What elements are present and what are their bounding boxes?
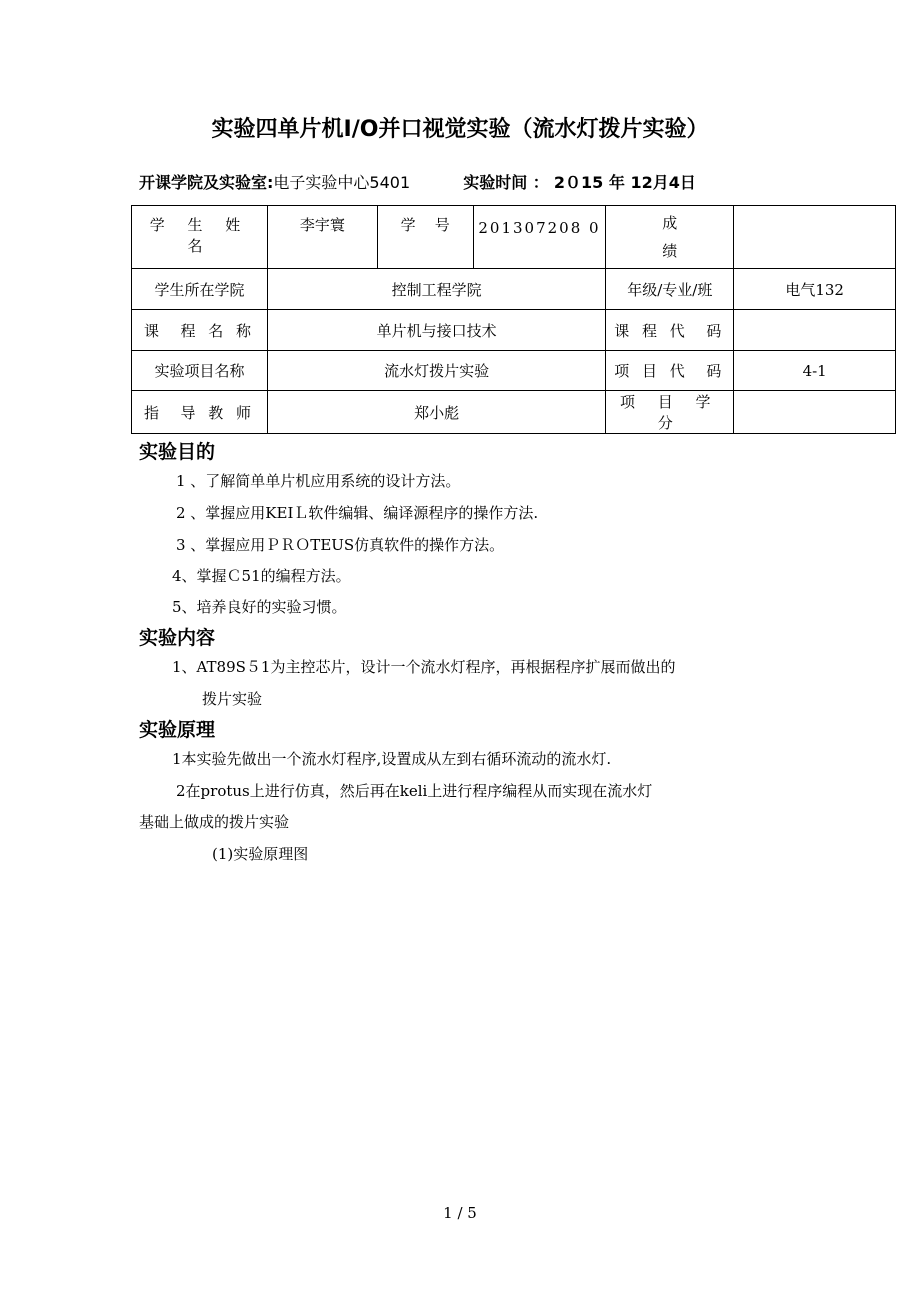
grade-value	[734, 206, 896, 269]
lab-label: 开课学院及实验室:	[139, 173, 274, 192]
id-value: 201307208 0	[473, 206, 606, 269]
table-row	[132, 269, 896, 310]
content-line: 1、AT89S５1为主控芯片，设计一个流水灯程序，再根据程序扩展而做出的	[172, 658, 676, 676]
purpose-item: 2 、掌握应用KEIＬ软件编辑、编译源程序的操作方法.	[176, 504, 539, 522]
course-value: 单片机与接口技术	[267, 310, 605, 351]
grade-label: 成 绩	[606, 206, 734, 269]
time-label: 实验时间 ：	[463, 173, 549, 192]
teacher-value: 郑小彪	[267, 391, 605, 434]
principle-heading: 实验原理	[139, 719, 216, 741]
content-heading: 实验内容	[139, 627, 216, 649]
principle-line: 2在protus上进行仿真，然后再在keli上进行程序编程从而实现在流水灯	[176, 782, 653, 800]
project-label: 实验项目名称	[132, 351, 268, 391]
project-value: 流水灯拨片实验	[267, 351, 605, 391]
table-row	[132, 351, 896, 391]
purpose-heading: 实验目的	[139, 441, 216, 463]
purpose-item: 1 、了解简单单片机应用系统的设计方法。	[176, 472, 461, 490]
id-label: 学 号	[377, 206, 473, 269]
time-value: 2０15 年 12月4日	[553, 173, 696, 192]
page-number: 1 / 5	[443, 1204, 477, 1222]
project-code-value: 4-1	[734, 351, 896, 391]
name-value: 李宇寰	[267, 206, 377, 269]
name-label: 学 生 姓 名	[132, 206, 268, 269]
principle-line: (1)实验原理图	[212, 845, 309, 863]
table-row	[132, 310, 896, 351]
course-label: 课 程 名 称	[132, 310, 268, 351]
lab-value: 电子实验中心5401	[273, 173, 411, 192]
principle-line: 1本实验先做出一个流水灯程序,设置成从左到右循环流动的流水灯.	[172, 750, 612, 768]
lab-info	[139, 170, 696, 193]
project-code-label: 项 目 代 码	[606, 351, 734, 391]
course-code-value	[734, 310, 896, 351]
principle-line: 基础上做成的拨片实验	[139, 813, 290, 831]
table-row	[132, 206, 896, 269]
info-table	[131, 205, 896, 434]
college-value: 控制工程学院	[267, 269, 605, 310]
course-code-label: 课 程 代 码	[606, 310, 734, 351]
table-row	[132, 391, 896, 434]
teacher-label: 指 导 教 师	[132, 391, 268, 434]
class-value: 电气132	[734, 269, 896, 310]
class-label: 年级/专业/班	[606, 269, 734, 310]
purpose-item: 4、掌握Ｃ51的编程方法。	[172, 567, 351, 585]
college-label: 学生所在学院	[132, 269, 268, 310]
purpose-item: 3 、掌握应用ＰＲＯTEUS仿真软件的操作方法。	[176, 536, 505, 554]
credit-value	[734, 391, 896, 434]
content-line: 拨片实验	[202, 690, 263, 708]
credit-label: 项 目 学 分	[606, 391, 734, 434]
purpose-item: 5、培养良好的实验习惯。	[172, 598, 347, 616]
document-title: 实验四单片机I/O并口视觉实验（流水灯拨片实验）	[211, 117, 709, 142]
